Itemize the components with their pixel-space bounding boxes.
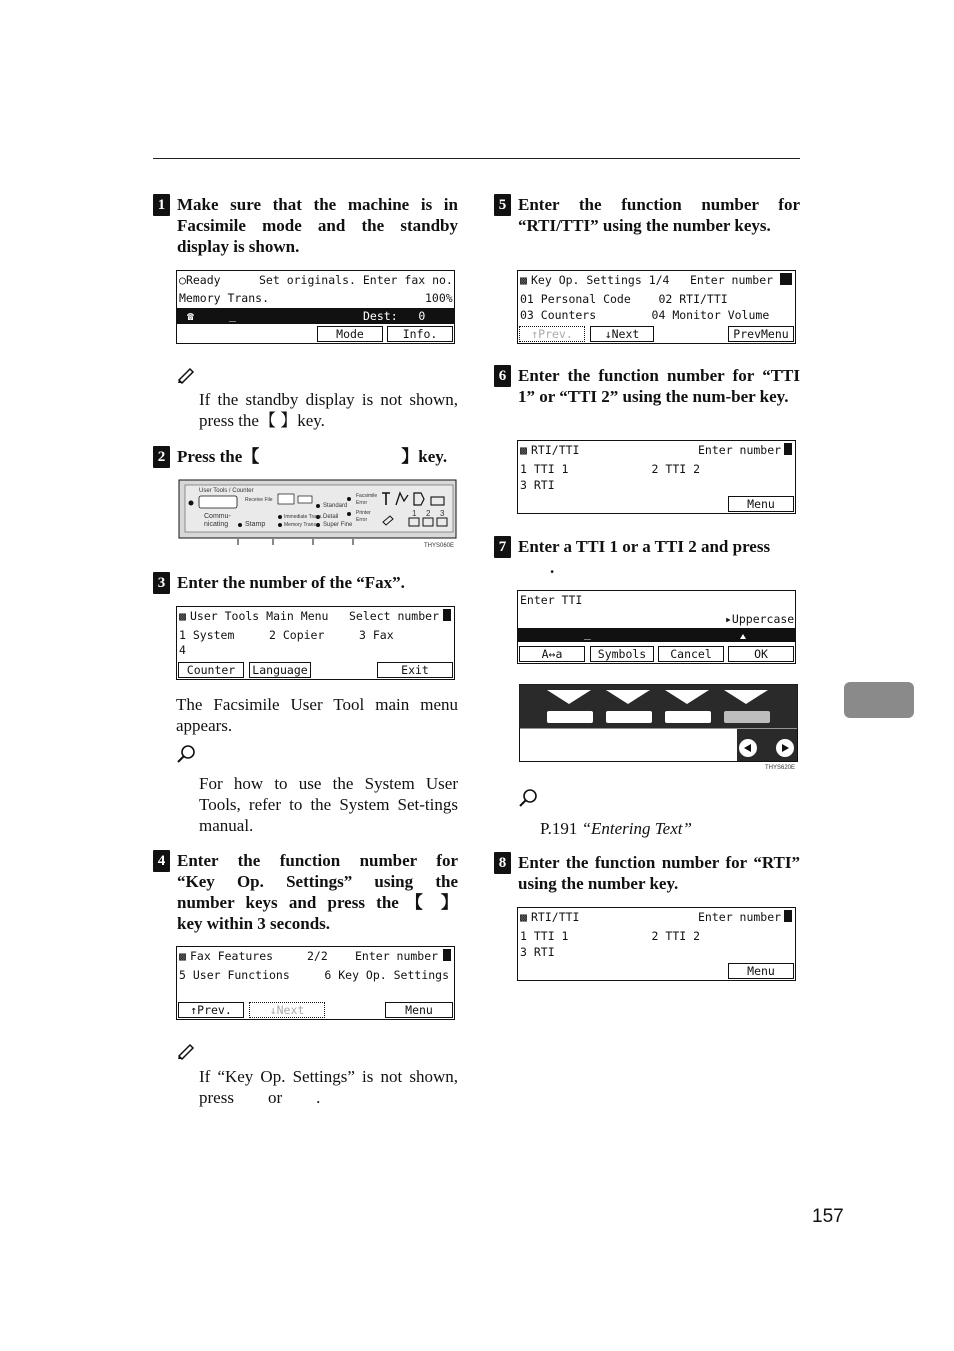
step-3 — [153, 572, 458, 593]
step-5 — [494, 194, 800, 236]
panel-label: 3 — [440, 509, 445, 518]
panel-label: Stamp — [245, 521, 266, 528]
selection-marker — [780, 273, 792, 285]
menu-icon: ▩ — [179, 949, 186, 963]
lcd-text: Enter number — [355, 949, 439, 963]
lcd-text: Dest: 0 — [363, 309, 426, 323]
softkey-mode[interactable]: Mode — [317, 326, 383, 342]
lcd-text: 5 User Functions 6 Key Op. Settings — [179, 968, 450, 982]
user-tools-button — [199, 496, 237, 508]
lcd-text: Enter number — [698, 443, 782, 457]
step-text-line: . — [550, 558, 555, 577]
step-number: 7 — [494, 536, 511, 558]
step-7 — [494, 536, 800, 578]
selection-keys-illustration — [519, 684, 799, 764]
softkey-prev[interactable]: ↑Prev. — [519, 326, 585, 342]
lcd-fax-features — [176, 946, 455, 1020]
softkey-cancel[interactable]: Cancel — [658, 646, 724, 662]
step-8 — [494, 852, 800, 894]
lcd-text: 1 TTI 1 2 TTI 2 — [520, 929, 701, 943]
panel-label: Standard — [323, 503, 348, 509]
step-number: 5 — [494, 194, 511, 216]
reference-title[interactable]: “Entering Text” — [581, 819, 692, 838]
lcd-inverse-row — [177, 308, 454, 324]
step-text-line: key within 3 seconds. — [177, 914, 331, 933]
lcd-text: Enter number — [698, 910, 782, 924]
note-pencil-icon — [176, 1040, 196, 1060]
lcd-text: RTI/TTI — [531, 910, 580, 924]
reference-entering-text — [540, 818, 800, 839]
softkey-symbols[interactable]: Symbols — [590, 646, 654, 662]
panel-label: User Tools / Counter — [199, 488, 254, 494]
step-text-line: “Key Op. Settings” using the — [177, 872, 458, 891]
left-arrow-key-icon — [739, 739, 757, 757]
softkey-next[interactable]: ↓Next — [590, 326, 654, 342]
step-2 — [153, 446, 458, 467]
panel-label: Super Fine — [323, 522, 353, 528]
lcd-key-op-settings — [517, 270, 796, 344]
step-text — [177, 446, 458, 467]
note-standby: If the standby display is not shown, press the【 】key. — [199, 390, 458, 430]
lcd-enter-tti — [517, 590, 796, 664]
lcd-text: 4 — [179, 643, 186, 657]
panel-label: Immediate Trans. — [284, 514, 323, 520]
lcd-text: Ready — [185, 273, 221, 287]
panel-label: Commu- nicating — [204, 513, 231, 528]
step-number: 6 — [494, 365, 511, 387]
ready-indicator-icon: ○ — [179, 273, 186, 287]
lcd-text: Set originals. Enter fax no. — [259, 273, 453, 287]
step-text-line: number keys and press the【 】 — [177, 893, 458, 912]
selection-marker — [443, 949, 451, 961]
text-entry-field[interactable] — [518, 628, 795, 642]
panel-label: Facsimile Error — [356, 493, 378, 506]
softkey-language[interactable]: Language — [249, 662, 311, 678]
lcd-text: 01 Personal Code 02 RTI/TTI — [520, 292, 728, 306]
softkey-prevmenu[interactable]: PrevMenu — [728, 326, 794, 342]
lcd-text: _ — [229, 308, 236, 322]
selection-marker — [784, 910, 792, 922]
lcd-text: 2/2 — [307, 949, 328, 963]
page-number: 157 — [812, 1206, 844, 1227]
lcd-rti-tti-final — [517, 907, 796, 981]
lcd-text: Select number — [349, 609, 440, 623]
step-text: Enter the function number for “RTI” using the number key. — [518, 853, 800, 893]
step-text: Enter the number of the “Fax”. — [177, 573, 405, 592]
lcd-text: 3 RTI — [520, 478, 555, 492]
step-text-pre: Press the【 — [177, 447, 260, 466]
reference-magnifier-icon — [518, 788, 538, 808]
softkey-menu[interactable]: Menu — [728, 963, 794, 979]
right-arrow-key-icon — [776, 739, 794, 757]
softkey-case-toggle[interactable]: A↔a — [519, 646, 585, 662]
panel-label: Receive File — [245, 497, 273, 503]
panel-label: 1 — [412, 509, 417, 518]
softkey-menu[interactable]: Menu — [728, 496, 794, 512]
step-number: 3 — [153, 572, 170, 594]
lcd-text: 03 Counters 04 Monitor Volume — [520, 308, 770, 322]
panel-label: Memory Trans. — [284, 522, 318, 528]
selection-marker — [784, 443, 792, 455]
lcd-text: Enter TTI — [520, 593, 583, 607]
lcd-text: User Tools Main Menu — [190, 609, 329, 623]
step-text: Enter the function number for “RTI/TTI” using the number keys. — [518, 195, 800, 235]
softkey-menu[interactable]: Menu — [385, 1002, 453, 1018]
step-text-line: Enter a TTI 1 or a TTI 2 and press — [518, 537, 771, 556]
softkey-counter[interactable]: Counter — [178, 662, 244, 678]
lcd-rti-tti — [517, 440, 796, 514]
header-rule — [153, 158, 800, 159]
step-text: Make sure that the machine is in Facsimile mode and the standby display is shown. — [177, 195, 458, 256]
lcd-text: Enter number — [690, 273, 774, 287]
lcd-text: 3 RTI — [520, 945, 555, 959]
lcd-text: Fax Features — [190, 949, 274, 963]
softkey-exit[interactable]: Exit — [377, 662, 453, 678]
panel-label: Detail — [323, 514, 339, 520]
menu-icon: ▩ — [179, 609, 186, 623]
step-text-post: 】key. — [401, 447, 448, 466]
step-text: Enter the function number for “TTI 1” or “TTI 2” using the num-ber key. — [518, 366, 800, 406]
chapter-tab — [844, 682, 914, 718]
step-3-body: The Facsimile User Tool main menu appears. — [176, 695, 458, 735]
figure-code: THYS060E — [424, 543, 455, 549]
step-number: 2 — [153, 446, 170, 468]
selection-marker — [443, 609, 451, 621]
note-key-op-settings: If “Key Op. Settings” is not shown, press or . — [199, 1067, 463, 1107]
softkey-info[interactable]: Info. — [387, 326, 453, 342]
step-1 — [153, 194, 458, 257]
step-number: 1 — [153, 194, 170, 216]
step-6 — [494, 365, 800, 407]
lcd-text: RTI/TTI — [531, 443, 580, 457]
panel-label: 2 — [426, 509, 431, 518]
note-pencil-icon — [176, 364, 196, 384]
reference-system-tools: For how to use the System User Tools, refer to the System Set-tings manual. — [199, 774, 458, 835]
step-number: 8 — [494, 852, 511, 874]
lcd-text: 100% — [425, 291, 453, 305]
softkey-next[interactable]: ↓Next — [249, 1002, 325, 1018]
figure-code: THYS620E — [765, 765, 796, 771]
lcd-user-tools-menu — [176, 606, 455, 680]
reference-page: P.191 — [540, 819, 582, 838]
lcd-text: 1 TTI 1 2 TTI 2 — [520, 462, 701, 476]
menu-icon: ▩ — [520, 273, 527, 287]
lcd-text: ▸Uppercase — [725, 612, 795, 626]
softkey-prev[interactable]: ↑Prev. — [178, 1002, 244, 1018]
menu-icon: ▩ — [520, 443, 527, 457]
panel-label: Printer Error — [356, 510, 371, 523]
menu-icon: ▩ — [520, 910, 527, 924]
lcd-standby-display — [176, 270, 455, 344]
lcd-text: 1 System 2 Copier 3 Fax — [179, 628, 394, 642]
lcd-text: Memory Trans. — [179, 291, 270, 305]
lcd-text: Key Op. Settings 1/4 — [531, 273, 670, 287]
step-4 — [153, 850, 458, 934]
step-text-line: Enter the function number for — [177, 851, 458, 870]
softkey-ok[interactable]: OK — [728, 646, 794, 662]
caret-up-icon — [740, 634, 746, 639]
text-cursor: _ — [584, 626, 591, 640]
reference-magnifier-icon — [176, 744, 196, 764]
step-number: 4 — [153, 850, 170, 872]
phone-icon: ☎ — [187, 309, 194, 323]
